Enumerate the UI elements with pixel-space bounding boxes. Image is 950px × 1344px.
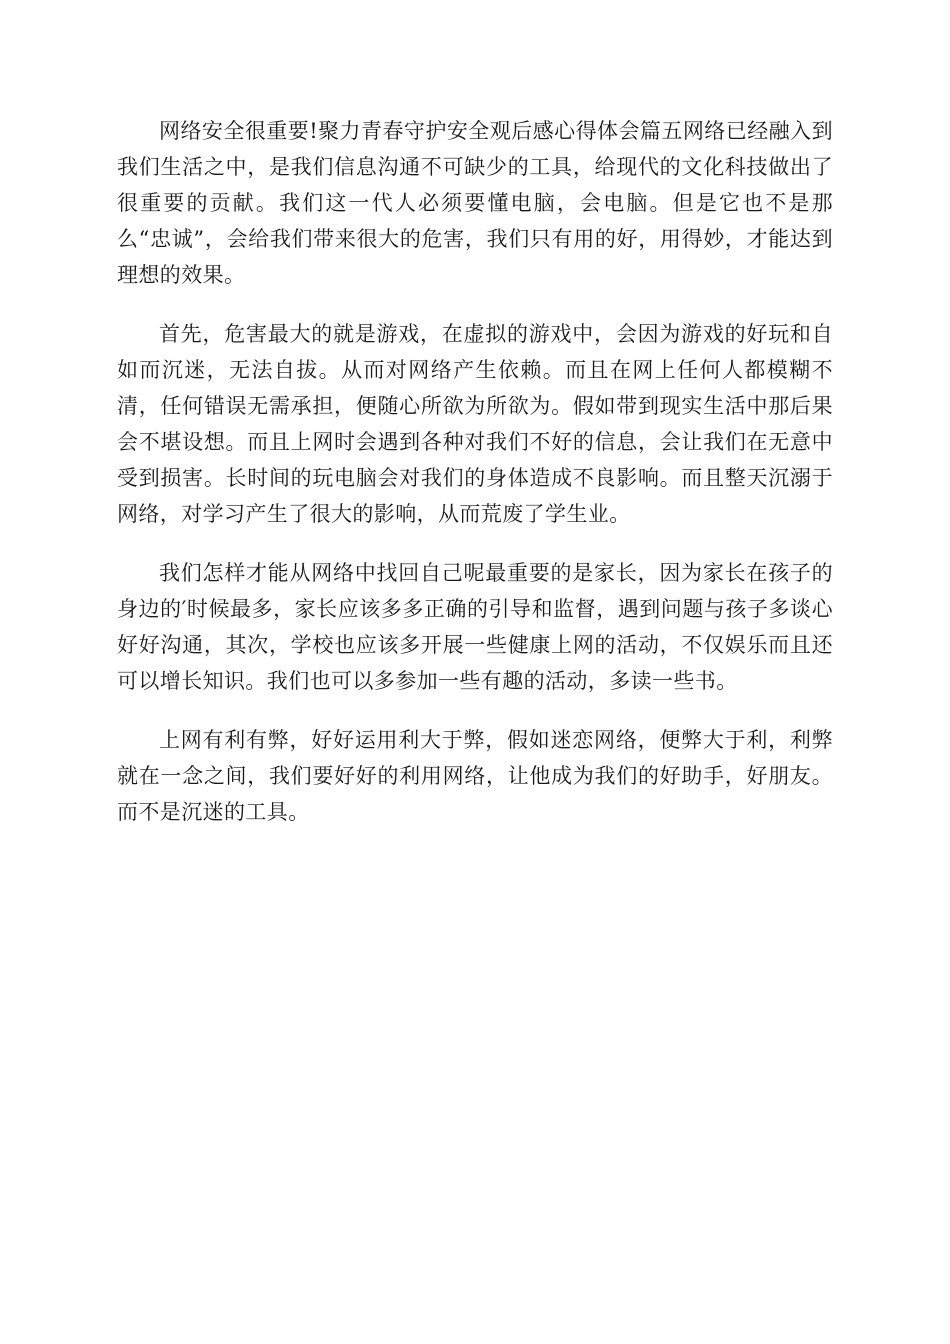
document-body <box>117 113 833 853</box>
paragraph-3: 我们怎样才能从网络中找回自己呢最重要的是家长，因为家长在孩子的身边的′时候最多，家长应该多多正确的引导和监督，遇到问题与孩子多谈心好好沟通，其次，学校也应该多开展一些健康上网的活动，不仅娱乐而且还可以增长知识。我们也可以多参加一些有趣的活动，多读一些书。 <box>117 561 833 693</box>
paragraph-4: 上网有利有弊，好好运用利大于弊，假如迷恋网络，便弊大于利，利弊就在一念之间，我们要好好的利用网络，让他成为我们的好助手，好朋友。而不是沉迷的工具。 <box>117 728 833 824</box>
paragraph-2: 首先，危害最大的就是游戏，在虚拟的游戏中，会因为游戏的好玩和自如而沉迷，无法自拔。从而对网络产生依赖。而且在网上任何人都模糊不清，任何错误无需承担，便随心所欲为所欲为。假如带到现实生活中那后果会不堪设想。而且上网时会遇到各种对我们不好的信息，会让我们在无意中受到损害。长时间的玩电脑会对我们的身体造成不良影响。而且整天沉溺于网络，对学习产生了很大的影响，从而荒废了学生业。 <box>117 322 833 526</box>
paragraph-1: 网络安全很重要!聚力青春守护安全观后感心得体会篇五网络已经融入到我们生活之中，是我们信息沟通不可缺少的工具，给现代的文化科技做出了很重要的贡献。我们这一代人必须要懂电脑，会电脑。但是它也不是那么“忠诚”，会给我们带来很大的危害，我们只有用的好，用得妙，才能达到理想的效果。 <box>117 119 833 287</box>
